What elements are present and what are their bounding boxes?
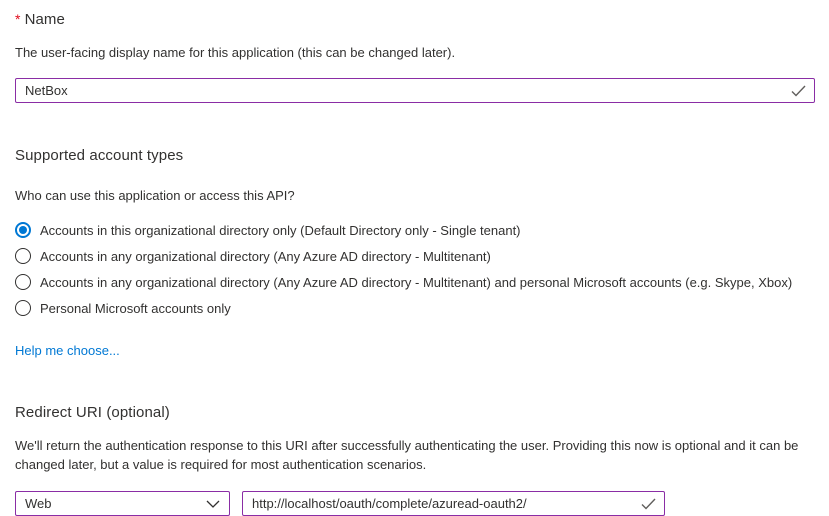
account-types-question: Who can use this application or access this API? [15,188,295,203]
platform-select-value: Web [25,496,52,511]
required-asterisk: * [15,11,21,27]
uri-input-wrap [242,491,665,516]
account-types-heading: Supported account types [15,147,184,164]
chevron-down-icon [206,500,220,508]
account-type-option[interactable] [15,269,815,295]
radio-button[interactable] [15,274,31,290]
radio-button[interactable] [15,300,31,316]
redirect-uri-section [15,404,815,516]
name-input[interactable] [15,78,815,103]
redirect-uri-input[interactable] [242,491,665,516]
account-type-label: Personal Microsoft accounts only [40,300,231,316]
account-type-label: Accounts in any organizational directory (Any Azure AD directory - Multitenant) [40,248,491,264]
platform-select[interactable] [15,491,230,516]
account-type-options [15,217,815,321]
account-type-label: Accounts in any organizational directory (Any Azure AD directory - Multitenant) and personal Microsoft accounts (e.g. Skype, Xbox) [40,274,793,290]
name-input-wrap [15,78,815,103]
radio-button[interactable] [15,248,31,264]
help-me-choose-link[interactable]: Help me choose... [15,343,120,358]
name-description: The user-facing display name for this application (this can be changed later). [15,45,456,60]
redirect-uri-row [15,491,815,516]
name-heading-text: Name [24,11,65,28]
account-type-option[interactable] [15,243,815,269]
name-section-heading [15,11,815,28]
account-type-option[interactable] [15,217,815,243]
radio-button[interactable] [15,222,31,238]
redirect-uri-heading: Redirect URI (optional) [15,404,170,421]
account-type-option[interactable] [15,295,815,321]
supported-account-types-section [15,147,815,360]
account-type-label: Accounts in this organizational directory only (Default Directory only - Single tenant) [40,222,521,238]
name-section [15,11,815,103]
redirect-uri-description: We'll return the authentication response to this URI after successfully authenticating the user. Providing this now is optional and it can be changed later, but a value is required for most authentication scenarios. [15,438,799,472]
